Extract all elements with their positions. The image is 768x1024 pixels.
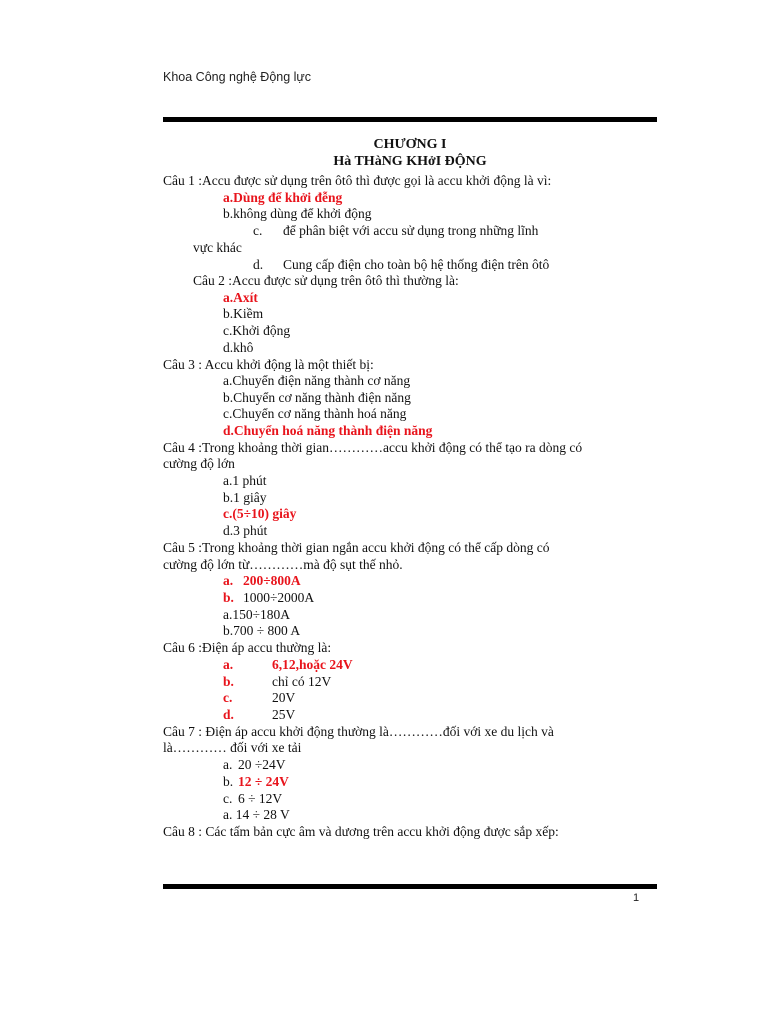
q5-answer-a: 200÷800A [243,573,301,588]
q1-answer-a: a.Dùng để khởi đễng [223,190,343,205]
q7-answer-c-label: c. [223,791,233,806]
question-8: Câu 8 : Các tấm bản cực âm và dương trên accu khởi động được sắp xếp: [163,824,559,839]
q1-answer-c-label: c. [253,223,263,238]
q6-answer-d: 25V [272,707,296,722]
q7-answer-a: 20 ÷24V [238,757,286,772]
q1-answer-c: để phân biệt với accu sử dụng trong những lĩnh [283,223,539,238]
q5-answer-b: 1000÷2000A [243,590,315,605]
chapter-title: CHƯƠNG I [373,137,447,152]
q7-answer-b-label: b. [223,774,234,789]
q1-answer-b: b.không dùng để khởi động [223,206,372,221]
q3-answer-a: a.Chuyển điện năng thành cơ năng [223,373,411,388]
q3-answer-c: c.Chuyển cơ năng thành hoá năng [223,406,407,421]
q6-answer-a: 6,12,hoặc 24V [272,657,353,672]
q6-answer-a-label: a. [223,657,234,672]
q6-answer-b-label: b. [223,674,234,689]
q4-answer-b: b.1 giây [223,490,267,505]
q1-answer-d: Cung cấp điện cho toàn bộ hệ thống điện trên ôtô [283,257,550,272]
question-5: Câu 5 :Trong khoảng thời gian ngắn accu khởi động có thể cấp dòng có [163,540,550,555]
q6-answer-b: chỉ có 12V [272,674,332,689]
question-1: Câu 1 :Accu được sử dụng trên ôtô thì được gọi là accu khởi động là vì: [163,173,552,188]
question-6: Câu 6 :Điện áp accu thường là: [163,640,332,655]
q2-answer-c: c.Khởi động [223,323,291,338]
question-7: Câu 7 : Điện áp accu khởi động thường là…………đối với xe du lịch và [163,724,554,739]
q1-answer-d-label: d. [253,257,264,272]
q5-answer-b-label: b. [223,590,234,605]
question-4-cont: cường độ lớn [163,456,235,471]
q3-answer-d: d.Chuyển hoá năng thành điện năng [223,423,433,438]
question-7-cont: là………… đối với xe tải [163,740,302,755]
q4-answer-d: d.3 phút [223,523,268,538]
q3-answer-b: b.Chuyển cơ năng thành điện năng [223,390,411,405]
q5-answer-a-label: a. [223,573,234,588]
q1-answer-c-cont: vực khác [193,240,242,255]
question-5-cont: cường độ lớn từ…………mà độ sụt thế nhỏ. [163,557,403,572]
q2-answer-d: d.khô [223,340,254,355]
department-header: Khoa Công nghệ Động lực [163,70,312,84]
q4-answer-a: a.1 phút [223,473,267,488]
q4-answer-c: c.(5÷10) giây [223,506,297,521]
question-3: Câu 3 : Accu khởi động là một thiết bị: [163,357,374,372]
q7-answer-c: 6 ÷ 12V [238,791,283,806]
chapter-subtitle: Hà THàNG KHởI ĐỘNG [333,154,487,169]
header-rule [163,117,657,122]
q7-answer-a-label: a. [223,757,233,772]
q6-answer-c: 20V [272,690,296,705]
page-number: 1 [633,892,640,904]
question-2: Câu 2 :Accu được sử dụng trên ôtô thì thường là: [193,273,459,288]
q5-answer-c: a.150÷180A [223,607,291,622]
q6-answer-d-label: d. [223,707,234,722]
q2-answer-a: a.Axít [223,290,258,305]
q7-answer-b: 12 ÷ 24V [238,774,289,789]
q6-answer-c-label: c. [223,690,233,705]
question-4: Câu 4 :Trong khoảng thời gian…………accu khởi động có thể tạo ra dòng có [163,440,583,455]
q7-answer-d: a. 14 ÷ 28 V [223,807,290,822]
q2-answer-b: b.Kiềm [223,306,264,321]
q5-answer-d: b.700 ÷ 800 A [223,623,301,638]
footer-rule [163,884,657,889]
